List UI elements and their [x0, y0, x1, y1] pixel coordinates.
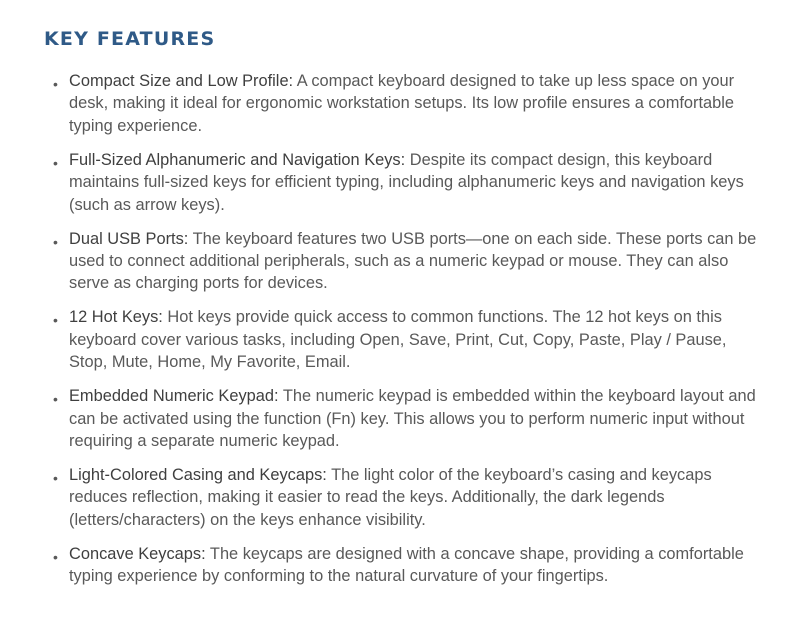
feature-term: Embedded Numeric Keypad:: [69, 387, 279, 406]
feature-description: The keycaps are designed with a concave shape, providing a comfortable typing experience by conforming to the natural curvature of your fingertips.: [69, 544, 744, 586]
feature-term: Compact Size and Low Profile:: [69, 72, 294, 90]
feature-item: [44, 543, 769, 588]
bullet-icon: •: [53, 312, 58, 329]
feature-description: The numeric keypad is embedded within the keyboard layout and can be activated using the function (Fn) key. This allows you to perform numeric input without requiring a separate numeric keypad.: [69, 387, 756, 451]
feature-description: A compact keyboard designed to take up less space on your desk, making it ideal for ergonomic workstation setups. Its low profile ensures a comfortable typing experience.: [69, 72, 735, 135]
feature-description: Despite its compact design, this keyboard maintains full-sized keys for efficient typing, including alphanumeric keys and navigation keys (such as arrow keys).: [69, 150, 744, 214]
feature-list: [44, 70, 763, 588]
bullet-icon: •: [53, 154, 58, 171]
feature-description: Hot keys provide quick access to common functions. The 12 hot keys on this keyboard cover various tasks, including Open, Save, Print, Cut, Copy, Paste, Play / Pause, Stop, Mute, Home, My Favorite, Email.: [69, 308, 727, 372]
feature-item: [44, 464, 769, 531]
feature-item: [44, 306, 769, 373]
bullet-icon: •: [53, 76, 58, 92]
feature-item: [44, 149, 769, 216]
feature-item: [44, 70, 769, 137]
feature-term: Dual USB Ports:: [69, 229, 189, 248]
feature-item: [44, 385, 769, 452]
feature-description: The light color of the keyboard’s casing and keycaps reduces reflection, making it easier to read the keys. Additionally, the dark legends (letters/characters) on the keys enhance visibility.: [69, 466, 712, 529]
bullet-icon: •: [53, 548, 58, 565]
bullet-icon: •: [53, 470, 58, 487]
section-title: KEY FEATURES: [44, 28, 216, 50]
feature-description: The keyboard features two USB ports—one on each side. These ports can be used to connect additional peripherals, such as a numeric keypad or mouse. They can also serve as charging ports for devices.: [69, 229, 757, 293]
bullet-icon: •: [53, 391, 58, 408]
feature-term: Light-Colored Casing and Keycaps:: [69, 466, 327, 485]
bullet-icon: •: [53, 233, 58, 250]
feature-term: Full-Sized Alphanumeric and Navigation Keys:: [69, 150, 406, 169]
feature-item: [44, 228, 769, 295]
feature-term: Concave Keycaps:: [69, 544, 206, 563]
feature-term: 12 Hot Keys:: [69, 308, 163, 327]
